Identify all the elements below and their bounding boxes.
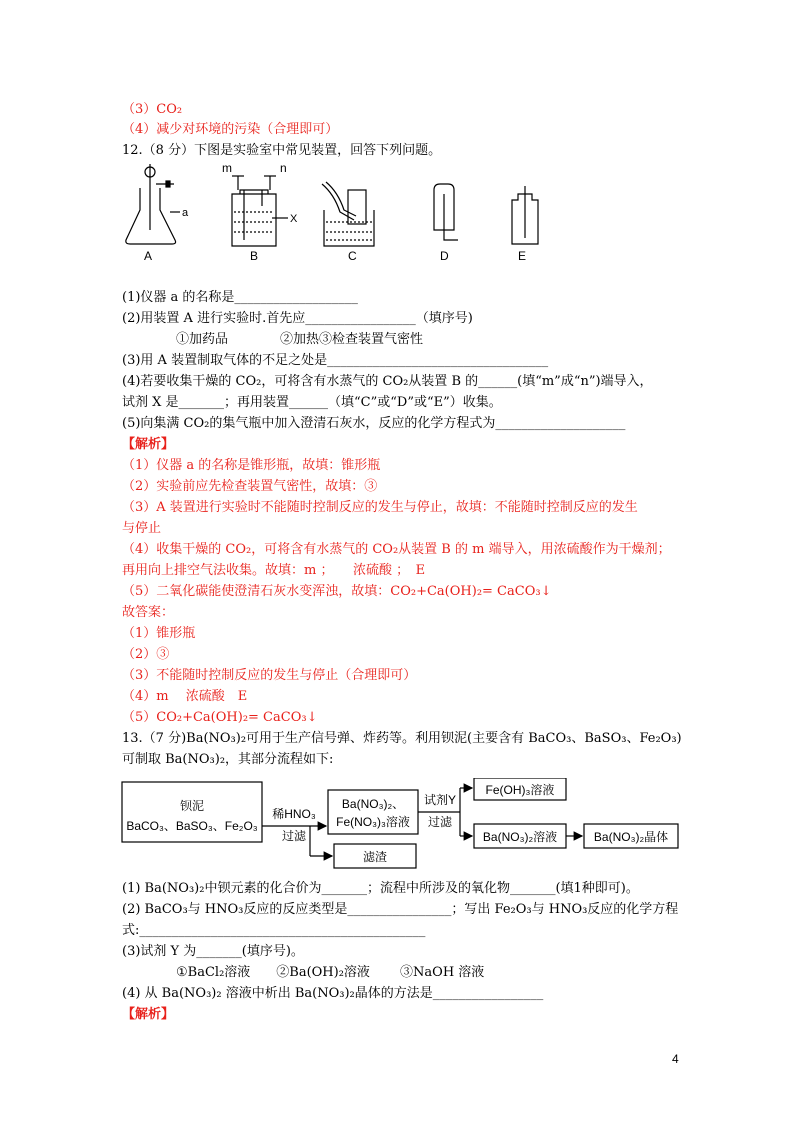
flow-step2-bottom: 过滤	[427, 815, 453, 829]
q12-analysis-4: （4）收集干燥的 CO₂，可将含有水蒸气的 CO₂从装置 B 的 m 端导入，用浓硫酸作为干燥剂；	[122, 542, 671, 557]
flow-start-line1: 钡泥	[179, 799, 205, 813]
q13-question-3: (3)试剂 Y 为_______(填序号)。	[122, 944, 304, 959]
q12-answer-3: （3）不能随时控制反应的发生与停止（合理即可）	[122, 668, 417, 683]
q13-question-3-options: ①BaCl₂溶液 ②Ba(OH)₂溶液 ③NaOH 溶液	[176, 965, 485, 980]
flow-residue: 滤渣	[362, 850, 388, 864]
label-D: D	[440, 249, 449, 263]
apparatus-e	[512, 186, 538, 263]
flow-ba-solution: Ba(NO₃)₂溶液	[482, 830, 558, 844]
page-number: 4	[672, 1052, 679, 1066]
q13-stem-1: 13.（7 分)Ba(NO₃)₂可用于生产信号弹、炸药等。利用钡泥(主要含有 BaCO₃、BaSO₃、Fe₂O₃)	[122, 731, 682, 746]
label-C: C	[348, 249, 357, 263]
q12-question-1: (1)仪器 a 的名称是___________________	[122, 290, 358, 305]
label-a: a	[182, 207, 189, 219]
q12-answer-2: （2）③	[122, 647, 170, 662]
prev-answer-3: （3）CO₂	[122, 102, 183, 117]
q13-question-2: (2) BaCO₃与 HNO₃反应的反应类型是________________；写出 Fe₂O₃与 HNO₃反应的化学方程	[122, 902, 679, 917]
q12-answer-title: 故答案：	[122, 605, 175, 620]
flow-step2-top: 试剂Y	[423, 793, 457, 807]
prev-answer-4: （4）减少对环境的污染（合理即可）	[122, 122, 339, 137]
label-E: E	[518, 249, 527, 263]
q12-question-2-options: ①加药品 ②加热③检查装置气密性	[176, 332, 424, 347]
q13-flowchart	[120, 778, 680, 874]
flow-mid-line1: Ba(NO₃)₂、	[341, 797, 405, 811]
flow-crystal: Ba(NO₃)₂晶体	[593, 830, 669, 844]
q12-question-4b: 试剂 X 是_______；再用装置______（填“C”或“D”或“E”）收集。	[122, 395, 502, 410]
q13-question-2b: 式:____________________________________________	[122, 923, 426, 938]
apparatus-d	[434, 184, 458, 263]
label-B: B	[250, 249, 259, 263]
q12-answer-4: （4）m 浓硫酸 E	[122, 689, 248, 704]
apparatus-a	[126, 164, 189, 263]
apparatus-c	[322, 182, 374, 263]
q13-question-4: (4) 从 Ba(NO₃)₂ 溶液中析出 Ba(NO₃)₂晶体的方法是_________________	[122, 986, 544, 1001]
q13-analysis-title: 【解析】	[122, 1007, 175, 1022]
flow-mid-line2: Fe(NO₃)₃溶液	[336, 815, 410, 829]
q12-apparatus-figure	[122, 160, 562, 272]
q12-question-2: (2)用装置 A 进行实验时.首先应_________________（填序号)	[122, 311, 473, 326]
q12-analysis-title: 【解析】	[122, 437, 175, 452]
q12-answer-5: （5）CO₂+Ca(OH)₂= CaCO₃↓	[122, 710, 318, 725]
flow-step1-bottom: 过滤	[281, 829, 307, 843]
q12-question-5: (5)向集满 CO₂的集气瓶中加入澄清石灰水，反应的化学方程式为____________________	[122, 416, 626, 431]
q12-analysis-3: （3）A 装置进行实验时不能随时控制反应的发生与停止，故填：不能随时控制反应的发生	[122, 500, 638, 515]
label-m: m	[222, 161, 232, 175]
label-n: n	[280, 161, 287, 175]
label-x: X	[290, 213, 298, 225]
flow-fe-solution: Fe(OH)₃溶液	[485, 783, 555, 797]
q12-answer-1: （1）锥形瓶	[122, 626, 196, 641]
q12-analysis-1: （1）仪器 a 的名称是锥形瓶，故填：锥形瓶	[122, 458, 381, 473]
q12-stem: 12.（8 分）下图是实验室中常见装置，回答下列问题。	[122, 143, 442, 158]
flow-start-line2: BaCO₃、BaSO₃、Fe₂O₃	[126, 819, 258, 833]
q12-analysis-2: （2）实验前应先检查装置气密性，故填：③	[122, 479, 378, 494]
q12-analysis-4b: 再用向上排空气法收集。故填：m ； 浓硫酸 ； E	[122, 563, 426, 578]
q12-question-4: (4)若要收集干燥的 CO₂，可将含有水蒸气的 CO₂从装置 B 的______(填“m”成“n”)端导入，	[122, 374, 653, 389]
q13-stem-2: 可制取 Ba(NO₃)₂，其部分流程如下:	[122, 752, 334, 767]
q12-analysis-5: （5）二氧化碳能使澄清石灰水变浑浊，故填：CO₂+Ca(OH)₂= CaCO₃↓	[122, 584, 552, 599]
q12-question-3: (3)用 A 装置制取气体的不足之处是__________________________________	[122, 353, 549, 368]
label-A: A	[144, 249, 153, 263]
apparatus-b	[222, 161, 298, 263]
flow-step1-top: 稀HNO₃	[272, 807, 316, 821]
q13-question-1: (1) Ba(NO₃)₂中钡元素的化合价为_______；流程中所涉及的氧化物_______(填1种即可)。	[122, 881, 639, 896]
q12-analysis-3b: 与停止	[122, 521, 162, 536]
